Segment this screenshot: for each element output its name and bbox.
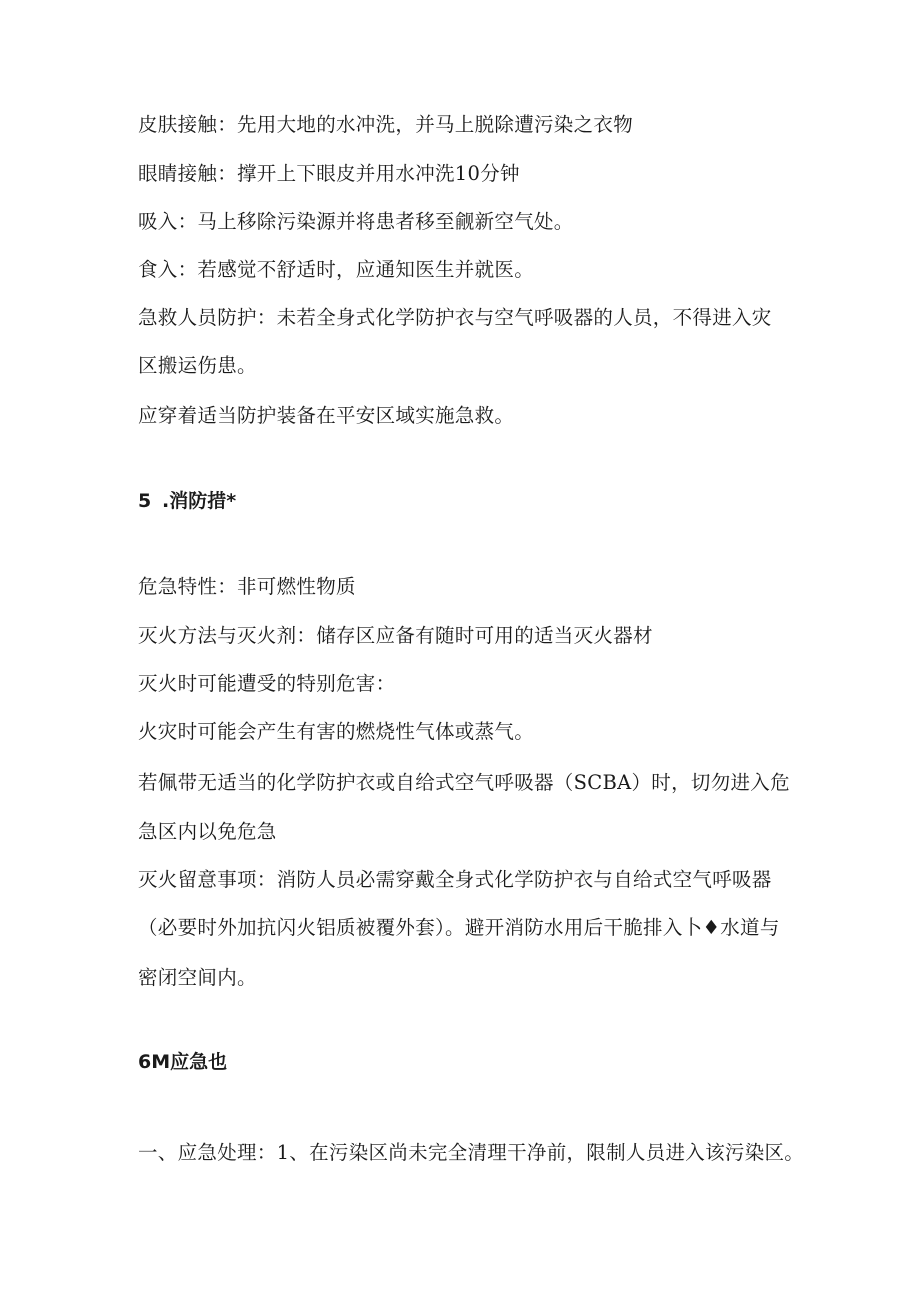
text-line-extinguishing-media: 灭火方法与灭火剂：储存区应备有随时可用的适当灭火器材 bbox=[138, 624, 653, 647]
text-line-special-hazards: 灭火时可能遭受的特别危害： bbox=[138, 672, 396, 695]
text-line-safe-area: 应穿着适当防护装备在平安区域实施急救。 bbox=[138, 404, 515, 427]
section-number: 5 bbox=[138, 490, 152, 512]
section-heading-fire-fighting bbox=[138, 488, 236, 514]
text-line-emergency-handling: 一、应急处理：1、在污染区尚未完全清理干净前，限制人员进入该污染区。 bbox=[138, 1141, 805, 1164]
text-line-combustion-gases: 火灾时可能会产生有害的燃烧性气体或蒸气。 bbox=[138, 720, 535, 743]
text-line-scba-warning: 若佩带无适当的化学防护衣或自给式空气呼吸器（SCBA）时，切勿进入危 bbox=[138, 771, 790, 794]
text-line-hazard: 危急特性：非可燃性物质 bbox=[138, 575, 356, 598]
text-line-rescuer-protection-cont: 区搬运伤患。 bbox=[138, 354, 257, 377]
section-heading-emergency: 6M应急也 bbox=[138, 1051, 228, 1073]
text-line-firefighter-notes: 灭火留意事项：消防人员必需穿戴全身式化学防护衣与自给式空气呼吸器 bbox=[138, 868, 772, 891]
text-line-eye-contact: 眼睛接触：撑开上下眼皮并用水冲洗10分钟 bbox=[138, 162, 520, 185]
text-line-firefighter-notes-end: 密闭空间内。 bbox=[138, 966, 257, 989]
text-line-scba-warning-cont: 急区内以免危急 bbox=[138, 820, 277, 843]
text-line-ingestion: 食入：若感觉不舒适时，应通知医生并就医。 bbox=[138, 258, 535, 281]
text-line-rescuer-protection: 急救人员防护：未若全身式化学防护衣与空气呼吸器的人员，不得进入灾 bbox=[138, 306, 772, 329]
section-title: .消防措* bbox=[162, 490, 237, 512]
text-line-inhalation: 吸入：马上移除污染源并将患者移至觎新空气处。 bbox=[138, 210, 574, 233]
text-line-skin-contact: 皮肤接触：先用大地的水冲洗，并马上脱除遭污染之衣物 bbox=[138, 113, 634, 136]
text-line-firefighter-notes-cont: （必要时外加抗闪火铝质被覆外套）。避开消防水用后干脆排入卜♦水道与 bbox=[138, 916, 780, 939]
